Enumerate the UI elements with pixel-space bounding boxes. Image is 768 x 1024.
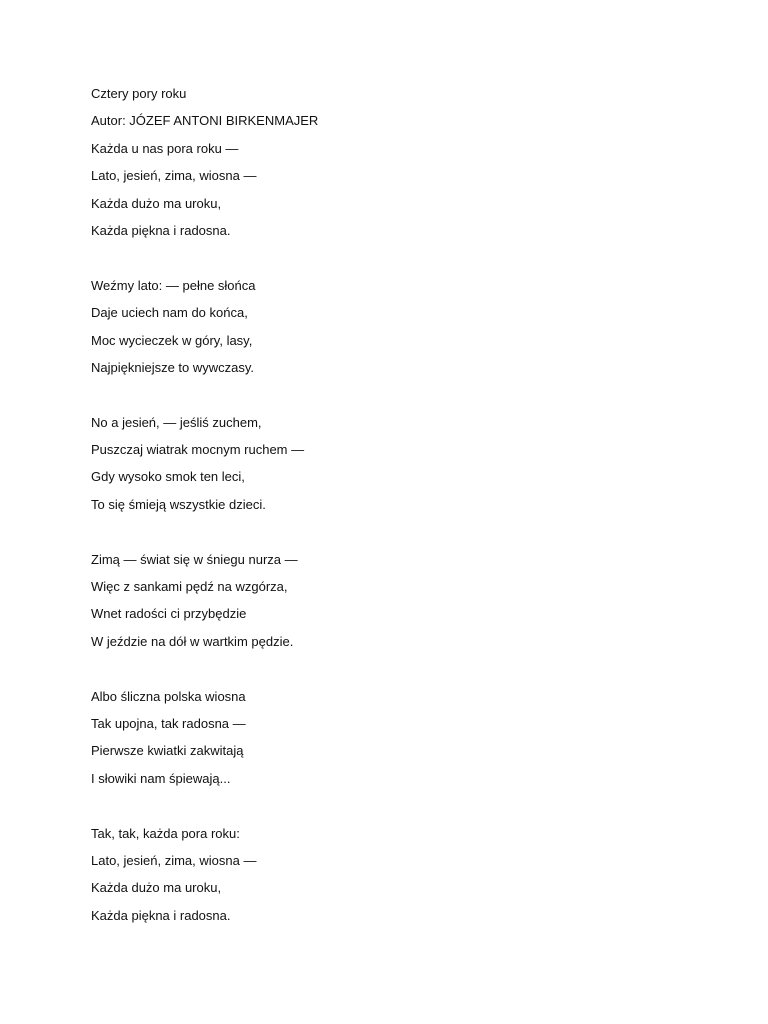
stanza (91, 277, 711, 387)
poem-line: W jeździe na dół w wartkim pędzie. (91, 633, 294, 649)
poem-line: Albo śliczna polska wiosna (91, 688, 246, 704)
poem-line: Weźmy lato: — pełne słońca (91, 277, 256, 293)
poem-line: Więc z sankami pędź na wzgórza, (91, 579, 288, 595)
poem-line: To się śmieją wszystkie dzieci. (91, 496, 266, 512)
poem-line: No a jesień, — jeśliś zuchem, (91, 414, 262, 430)
stanza (91, 688, 711, 798)
poem-line: Każda piękna i radosna. (91, 907, 231, 923)
stanza-spacer (91, 249, 711, 276)
poem-line: Wnet radości ci przybędzie (91, 606, 247, 622)
poem-line: Gdy wysoko smok ten leci, (91, 469, 245, 485)
poem-line: Każda piękna i radosna. (91, 222, 231, 238)
poem-line: Daje uciech nam do końca, (91, 305, 248, 321)
poem-line: Puszczaj wiatrak mocnym ruchem — (91, 442, 305, 458)
poem-line: Pierwsze kwiatki zakwitają (91, 743, 244, 759)
stanza-spacer (91, 660, 711, 687)
stanza (91, 414, 711, 524)
document-body (91, 85, 711, 934)
poem-line: Każda dużo ma uroku, (91, 880, 222, 896)
stanza-spacer (91, 797, 711, 824)
poem-author: Autor: JÓZEF ANTONI BIRKENMAJER (91, 113, 319, 129)
poem-line: Każda dużo ma uroku, (91, 195, 222, 211)
poem-line: Tak upojna, tak radosna — (91, 715, 246, 731)
poem-line: Moc wycieczek w góry, lasy, (91, 332, 253, 348)
stanza (91, 551, 711, 661)
poem-line: Tak, tak, każda pora roku: (91, 825, 240, 841)
poem-line: Każda u nas pora roku — (91, 140, 239, 156)
poem-title: Cztery pory roku (91, 86, 187, 101)
stanza-spacer (91, 386, 711, 413)
stanza-spacer (91, 523, 711, 550)
poem-line: Zimą — świat się w śniegu nurza — (91, 551, 298, 567)
poem-line: Lato, jesień, zima, wiosna — (91, 852, 257, 868)
stanza (91, 140, 711, 250)
poem-line: I słowiki nam śpiewają... (91, 770, 231, 786)
poem-line: Najpiękniejsze to wywczasy. (91, 359, 255, 375)
poem-line: Lato, jesień, zima, wiosna — (91, 168, 257, 184)
stanza (91, 825, 711, 935)
